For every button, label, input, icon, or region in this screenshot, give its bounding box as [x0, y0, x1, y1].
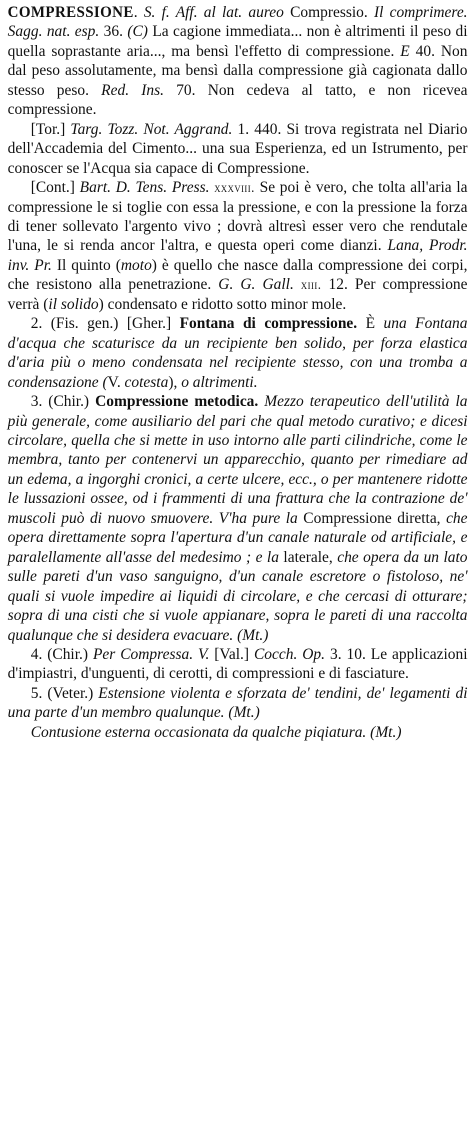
quotation-text: Il quinto (: [51, 256, 121, 274]
entry-sense-2: [8, 314, 468, 392]
entry-sense-4: [8, 645, 468, 684]
roman-numeral: xiii.: [300, 277, 322, 293]
source-citation: Bart. D. Tens. Press.: [79, 179, 210, 197]
quotation-text: 40. Non dal peso assolutamente, ma bensì dalla compressione già cagionata dallo stesso peso.: [7, 42, 468, 99]
source-citation: Lana, Prodr. inv. Pr.: [7, 237, 468, 274]
sense-label: 3. (Chir.): [30, 393, 96, 411]
sense-definition: Estensione violenta e sforzata de' tendini, de' legamenti di una parte d'un membro qualunque.: [7, 684, 468, 722]
quotation-text: Se poi è vero, che tolta all'aria la compressione le si toglie con essa la pressione, e con la pressione la forza di tener sollevato l'argento vivo ; dovrà altresì esser vero che rendutale l'una, le si renda ancor l'altra, e questa operi come dianzi.: [7, 179, 468, 255]
subentry-headword: Compressione metodica.: [95, 393, 259, 411]
quotation-text: ) è quello che nasce dalla compressione dei corpi, che resistono alla penetrazione.: [7, 256, 468, 294]
text-run: .: [133, 4, 144, 21]
quotation-text: La cagione immediata... non è altrimenti il peso di quella soprastante aria..., ma bensì l'effetto di compressione.: [7, 23, 468, 60]
cross-reference: Per Compressa. V.: [92, 645, 210, 663]
editor-tag: [Val.]: [209, 645, 254, 663]
source-marker: (Mt.): [228, 704, 260, 722]
sense-definition: che opera direttamente sopra l'apertura d'un canale naturale od artificiale, e paralellamente all'asse del medesimo ; e la: [7, 509, 468, 566]
definition-and-source: Il comprimere. Sagg. nat. esp.: [7, 4, 468, 41]
inline-italic: moto: [120, 256, 152, 274]
text-run: ),: [168, 373, 182, 391]
text-run: V.: [107, 373, 121, 391]
text-run: Compressio.: [283, 4, 374, 21]
sense-label: 5. (Veter.): [30, 684, 99, 702]
sense-definition: Contusione esterna occasionata da qualche piqiatura.: [30, 723, 367, 741]
term-run: Compressione diretta,: [297, 509, 447, 527]
source-marker: (Mt.): [237, 626, 269, 644]
sense-label: 2. (Fis. gen.) [Gher.]: [30, 315, 180, 333]
entry-citation-cont: [8, 178, 468, 314]
entry-sense-3: [8, 392, 468, 645]
source-citation: G. G. Gall.: [218, 276, 294, 294]
grammar-and-etymology: S. f. Aff. al lat. aureo: [143, 4, 284, 21]
roman-numeral: xxxviii.: [214, 180, 255, 196]
source-citation: Cocch. Op.: [253, 645, 326, 663]
source-citation: Red. Ins.: [101, 81, 165, 99]
quotation-text: 3. 10. Le applicazioni d'impiastri, d'unguenti, di cerotti, di compressioni e di fasciature.: [7, 645, 468, 683]
quotation-text: ) condensato e ridotto sotto minor mole.: [98, 295, 347, 313]
sense-definition: o altrimenti.: [181, 373, 258, 391]
entry-citation-tor: [8, 120, 468, 178]
source-marker: (C): [127, 23, 148, 41]
subentry-headword: Fontana di compressione.: [179, 315, 358, 333]
editor-tag: [Cont.]: [30, 179, 80, 197]
source-marker: E: [400, 42, 410, 60]
text-run: 36.: [99, 23, 128, 41]
text-run: È: [357, 315, 384, 333]
cross-reference: cotesta: [124, 373, 169, 391]
quotation-text: 1. 440. Si trova registrata nel Diario dell'Accademia del Cimento... una sua Esperienza, ed un Istrumento, per conoscer se l'Acqua sia capace di Compressione.: [7, 120, 468, 177]
entry-definition-main: [8, 3, 468, 120]
source-marker: (Mt.): [370, 723, 402, 741]
sense-label: 4. (Chir.): [30, 645, 93, 663]
sense-definition: che opera da un lato sulle pareti d'un vaso sanguigno, d'un canale escretore o fistoloso, ne' quali si vuole impedire ai liquidi di circolare, e che cercasi di otturare; sopra di una cisti che si vuole appianare, sopra le pareti di una raccolta qualunque che si desidera evacuare.: [7, 548, 468, 644]
inline-italic: il solido: [48, 295, 99, 313]
quotation-text: 12. Per compressione verrà (: [7, 276, 468, 313]
sense-definition: Mezzo terapeutico dell'utilità la più generale, come ausiliario del pari che qual metodo curativo; e dicesi circolare, quella che si mette in uso intorno alle parti cilindriche, come le membra, tanto per contenervi un apparecchio, quanto per rimediare ad un edema, a ingorghi cronici, a certe ulcere, ecc., o per mantenere ridotte le lussazioni ossee, od i frammenti di una frattura che la contrazione de' muscoli può di nuovo smuovere. V'ha pure la: [7, 393, 468, 527]
source-citation: Targ. Tozz. Not. Aggrand.: [70, 120, 233, 138]
editor-tag: [Tor.]: [30, 120, 71, 138]
quotation-text: 70. Non cedeva al tatto, e non ricevea compressione.: [7, 81, 468, 119]
term-run: laterale,: [278, 548, 338, 566]
entry-sense-5: [8, 684, 468, 723]
entry-sense-5-continued: [8, 723, 468, 742]
entry-headword: COMPRESSIONE: [7, 4, 134, 21]
sense-definition: una Fontana d'acqua che scaturisce da un recipiente ben solido, per forza elastica d'aria più o meno condensata nel recipiente stesso, con una tromba a condensazione (: [7, 315, 468, 391]
